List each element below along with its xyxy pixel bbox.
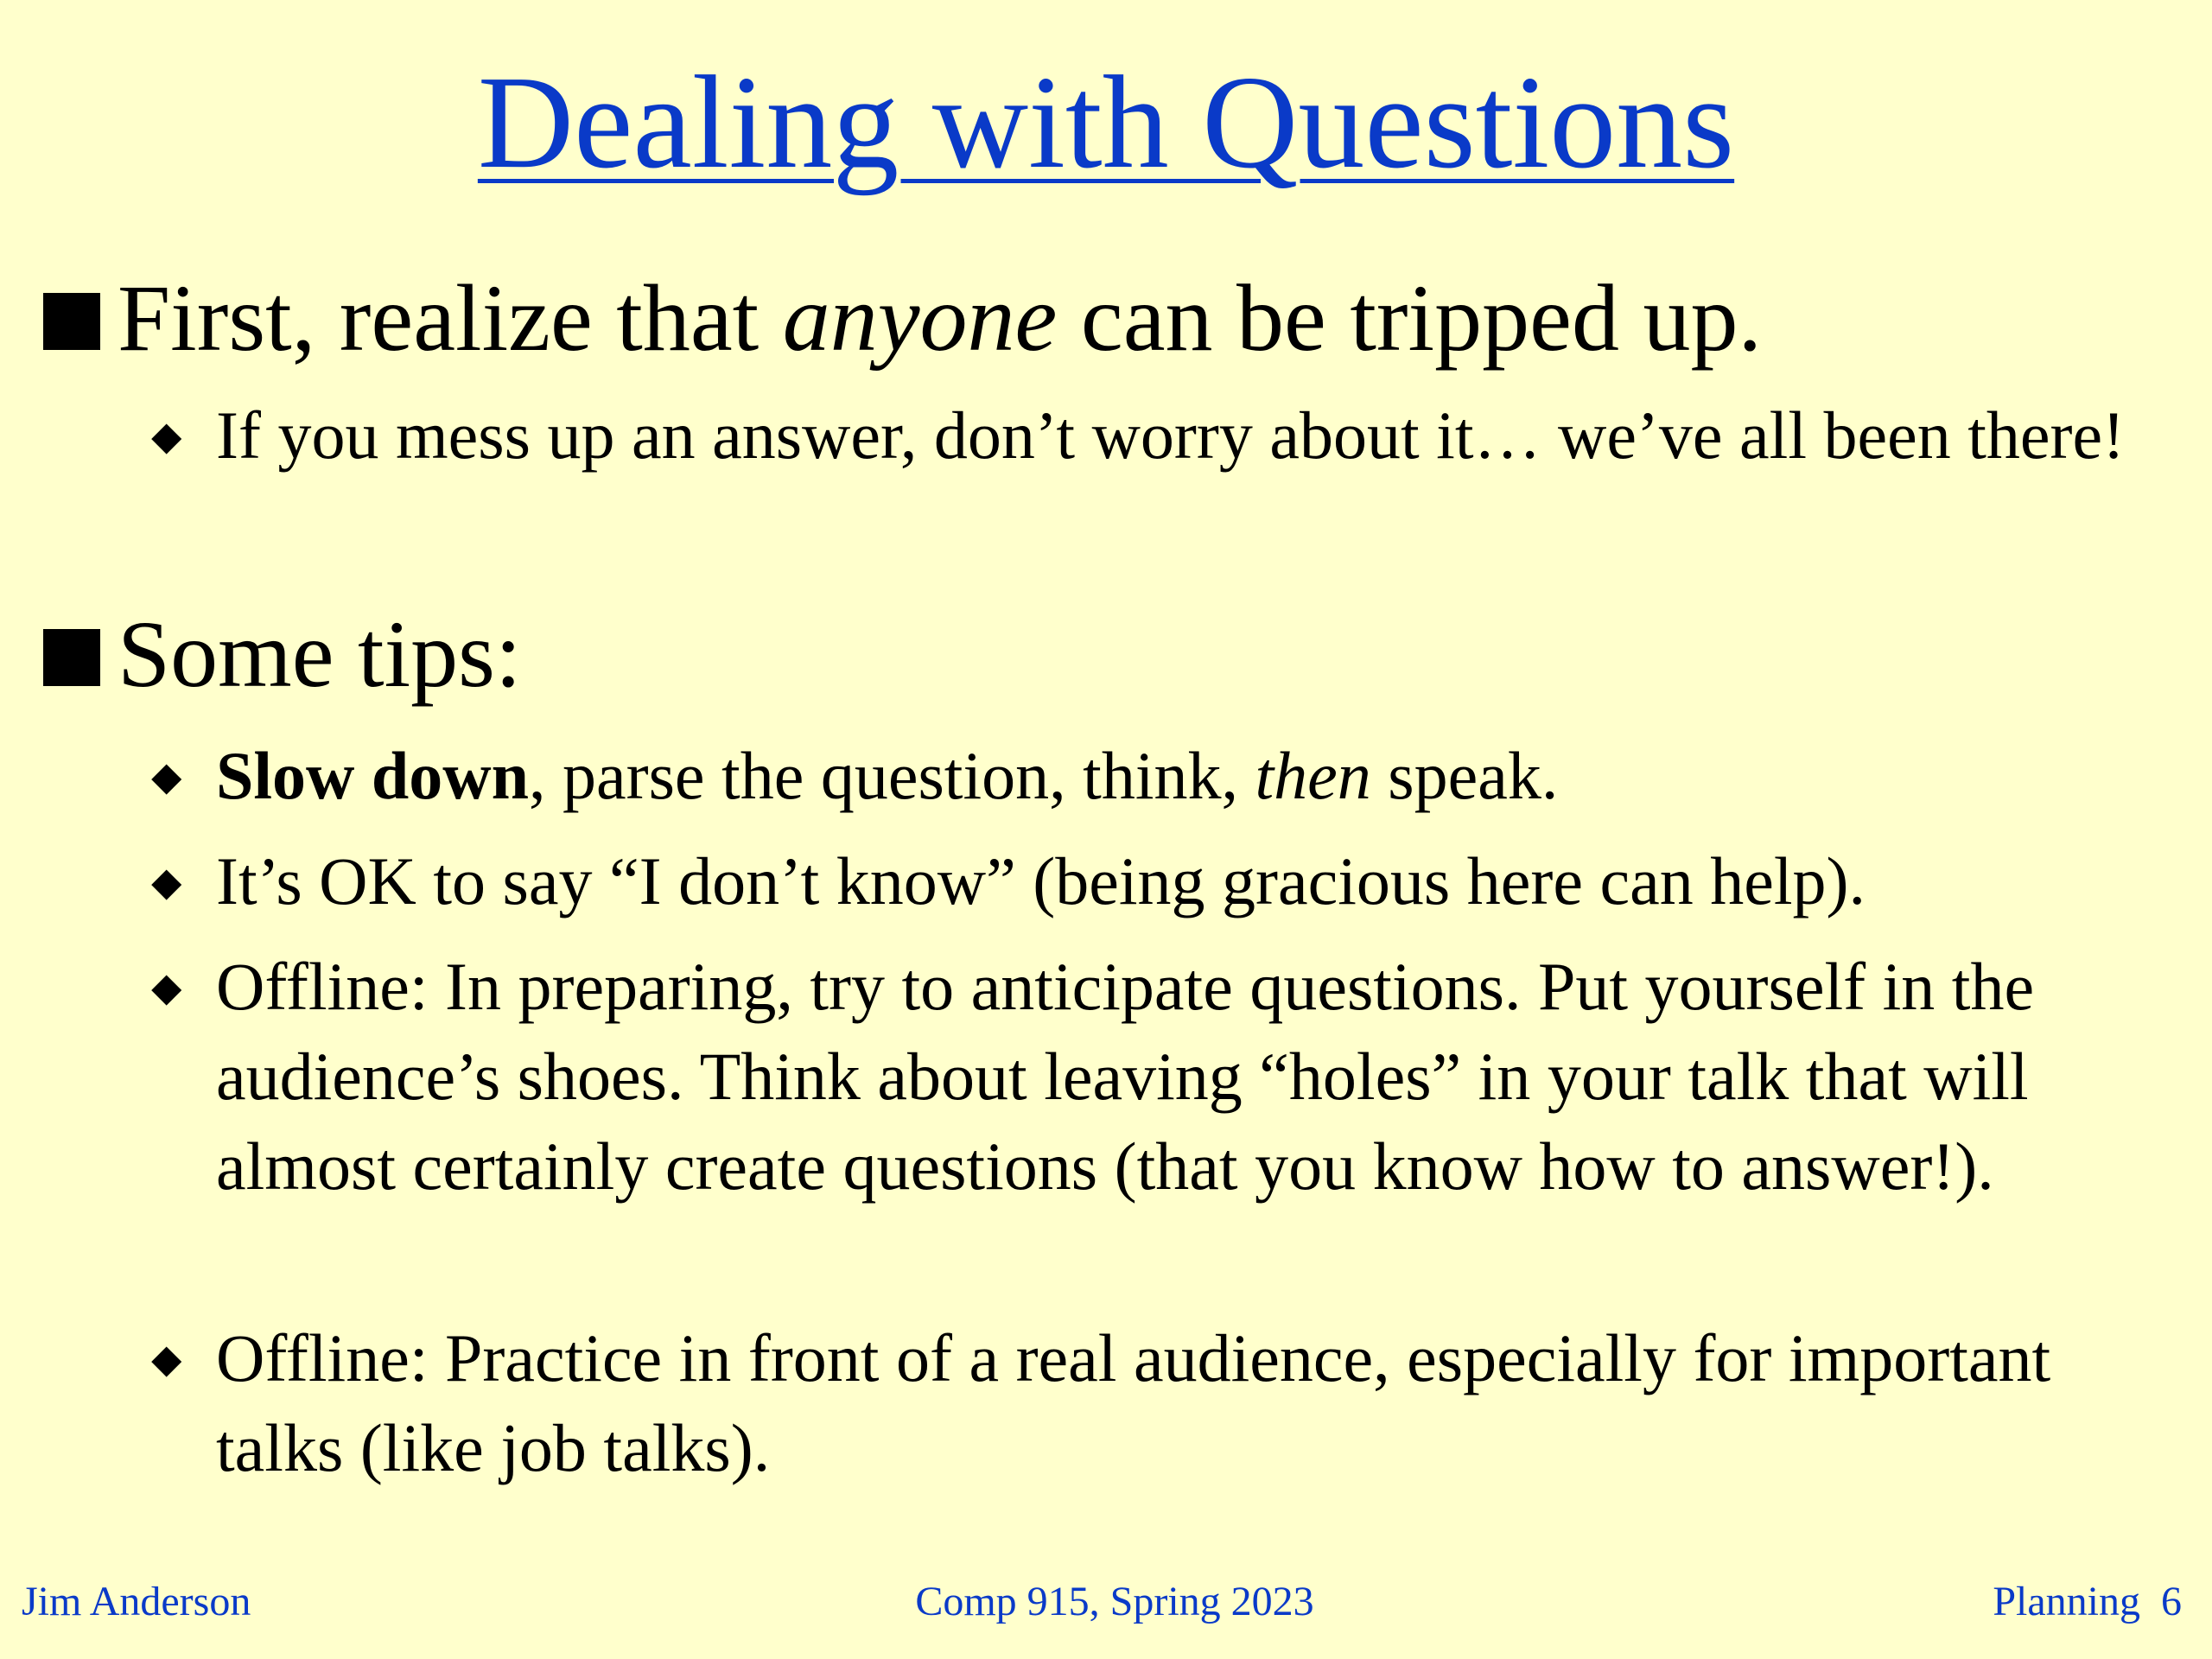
sub-bullet-post: speak.	[1370, 738, 1559, 813]
sub-bullet-anticipate	[151, 942, 2177, 1211]
sub-bullet-emphasis: then	[1255, 738, 1371, 813]
bullet-text-pre: First, realize that	[118, 265, 783, 371]
footer-author: Jim Anderson	[22, 1579, 251, 1624]
sub-bullet-dont-know	[151, 836, 2177, 926]
bullet-text-emphasis: anyone	[782, 265, 1058, 371]
square-bullet-icon	[43, 293, 100, 350]
sub-bullet-text: Offline: Practice in front of a real audience, especially for important talks (like job talks).	[216, 1320, 2051, 1485]
diamond-bullet-icon: ◆	[151, 412, 182, 459]
bullet-text: Some tips:	[118, 601, 522, 707]
square-bullet-icon	[43, 629, 100, 686]
sub-bullet-practice	[151, 1313, 2177, 1493]
diamond-bullet-icon: ◆	[151, 858, 182, 905]
footer-section: Planning	[1993, 1579, 2140, 1624]
sub-bullet-text: It’s OK to say “I don’t know” (being gracious here can help).	[216, 843, 1866, 918]
diamond-bullet-icon: ◆	[151, 1335, 182, 1382]
footer-page-label	[1993, 1578, 2182, 1626]
bullet-text-post: can be tripped up.	[1057, 265, 1762, 371]
footer-course: Comp 915, Spring 2023	[915, 1579, 1314, 1624]
sub-bullet-mid: , parse the question, think,	[528, 738, 1255, 813]
sub-bullet-text: Offline: In preparing, try to anticipate questions. Put yourself in the audience’s shoes. Think about leaving “holes” in your talk that will almost certainly create questions (that you know how to answer!).	[216, 949, 2035, 1204]
footer-page-number: 6	[2161, 1579, 2182, 1624]
bullet-first-realize	[43, 264, 1762, 372]
sub-bullet-bold: Slow down	[216, 738, 529, 813]
sub-bullet-text: If you mess up an answer, don’t worry about it… we’ve all been there!	[216, 397, 2126, 473]
diamond-bullet-icon: ◆	[151, 963, 182, 1010]
sub-bullet-slow-down	[151, 731, 2177, 821]
sub-bullet-mess-up	[151, 391, 2177, 480]
diamond-bullet-icon: ◆	[151, 753, 182, 799]
slide-title: Dealing with Questions	[477, 49, 1735, 196]
bullet-some-tips	[43, 601, 522, 708]
